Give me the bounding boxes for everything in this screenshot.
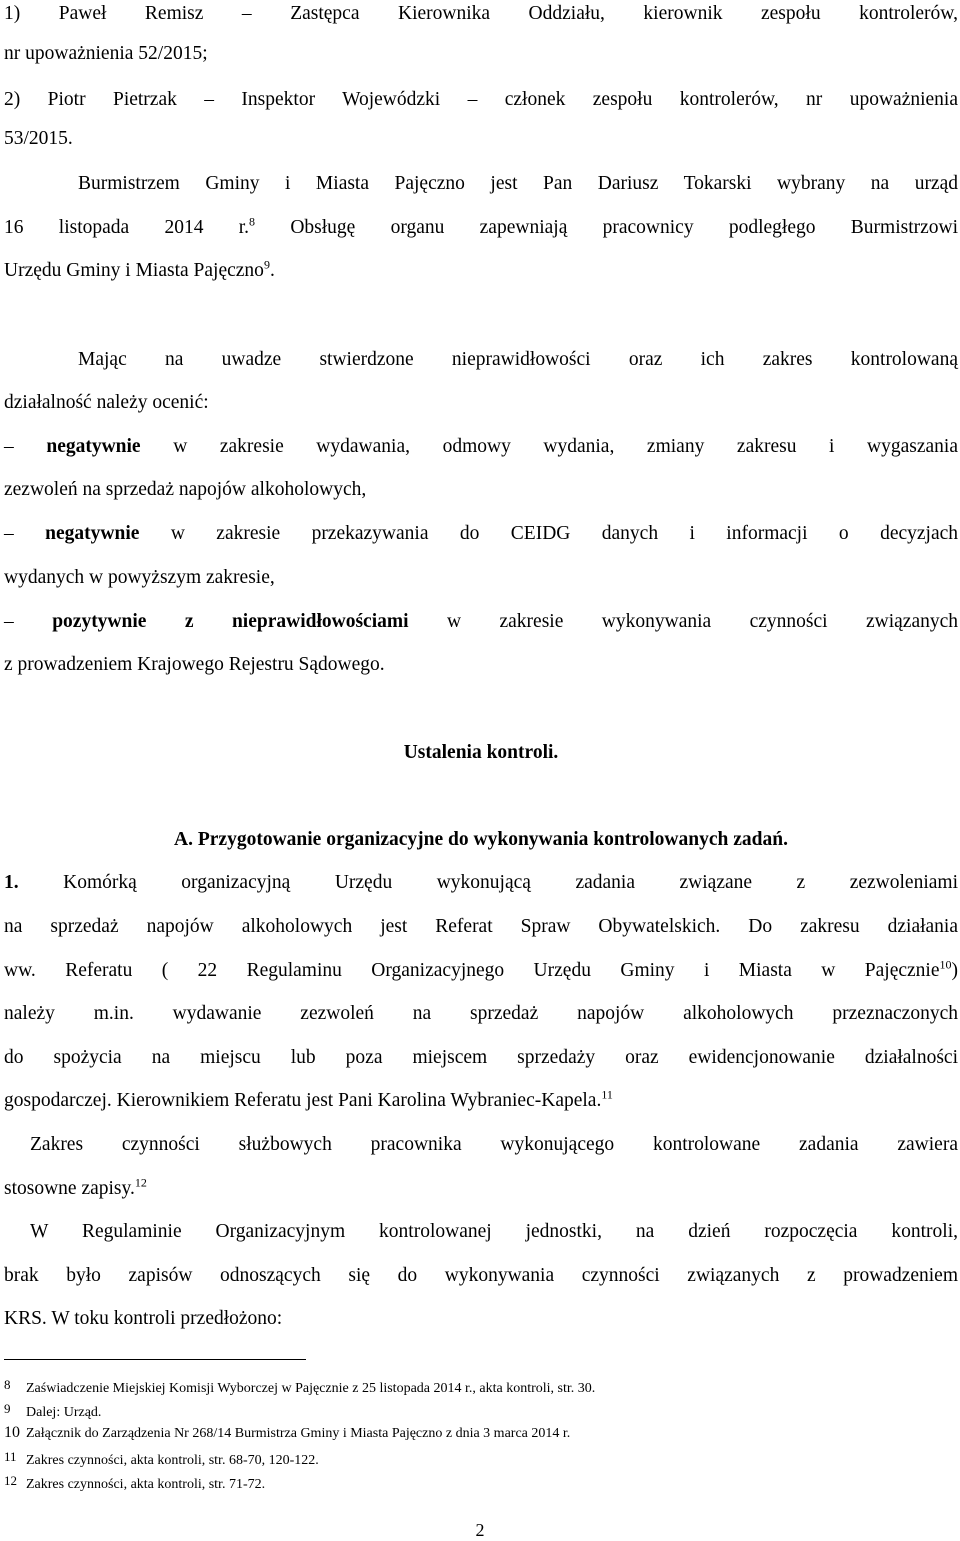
text-line: 53/2015.: [4, 128, 73, 149]
footnote: 11 Zakres czynności, akta kontroli, str. 68-70, 120-122.: [4, 1449, 319, 1468]
assessment-item: – negatywnie w zakresie wydawania, odmowy wydania, zmiany zakresu i wygaszania: [4, 436, 959, 457]
footnote: 10 Załącznik do Zarządzenia Nr 268/14 Burmistrza Gminy i Miasta Pajęczno z dnia 3 marca 2014 r.: [4, 1424, 571, 1441]
section-heading: Ustalenia kontroli.: [403, 742, 559, 763]
text-line: stosowne zapisy.$^{12}$: [4, 1175, 147, 1199]
text-line: gospodarczej. Kierownikiem Referatu jest Pani Karolina Wybraniec-Kapela.$^{11}$: [4, 1087, 613, 1111]
footnote-ref: 9: [263, 257, 270, 272]
text-line: ww. Referatu ( 22 Regulaminu Organizacyjnego Urzędu Gminy i Miasta w Pajęcznie$^{10}$): [4, 957, 958, 981]
text-line: 1) Paweł Remisz – Zastępca Kierownika Oddziału, kierownik zespołu kontrolerów,: [4, 3, 958, 24]
footnote: 9 Dalej: Urząd.: [4, 1401, 102, 1420]
assessment-item: – pozytywnie z nieprawidłowościami w zakresie wykonywania czynności związanych: [4, 611, 959, 632]
footnote-ref: 11: [601, 1087, 613, 1102]
assessment-intro: działalność należy ocenić:: [4, 392, 209, 413]
footnote: 8 Zaświadczenie Miejskiej Komisji Wyborczej w Pajęcznie z 25 listopada 2014 r., akta kontroli, str. 30.: [4, 1377, 596, 1396]
text-line: 1. Komórką organizacyjną Urzędu wykonującą zadania związane z zezwoleniami: [4, 872, 958, 893]
footnote-ref: 8: [249, 214, 256, 229]
footnote-separator: [4, 1359, 306, 1360]
text-line: nr upoważnienia 52/2015;: [4, 43, 208, 64]
page-number: 2: [475, 1520, 485, 1540]
text-line: Burmistrzem Gminy i Miasta Pajęczno jest Pan Dariusz Tokarski wybrany na urząd: [78, 173, 958, 194]
footnote-ref: 12: [134, 1175, 147, 1190]
text-line: na sprzedaż napojów alkoholowych jest Referat Spraw Obywatelskich. Do zakresu działania: [4, 916, 958, 937]
text-line: KRS. W toku kontroli przedłożono:: [4, 1308, 283, 1329]
assessment-item: – negatywnie w zakresie przekazywania do CEIDG danych i informacji o decyzjach: [4, 523, 959, 544]
assessment-item-cont: wydanych w powyższym zakresie,: [4, 567, 275, 588]
text-line: do spożycia na miejscu lub poza miejscem sprzedaży oraz ewidencjonowanie działalności: [4, 1047, 958, 1068]
footnote: 12 Zakres czynności, akta kontroli, str. 71-72.: [4, 1473, 266, 1492]
section-subheading: A. Przygotowanie organizacyjne do wykonywania kontrolowanych zadań.: [174, 829, 788, 850]
assessment-item-cont: z prowadzeniem Krajowego Rejestru Sądowego.: [4, 654, 385, 675]
text-line: 2) Piotr Pietrzak – Inspektor Wojewódzki – członek zespołu kontrolerów, nr upoważnienia: [4, 89, 958, 110]
assessment-intro: Mając na uwadze stwierdzone nieprawidłowości oraz ich zakres kontrolowaną: [78, 349, 958, 370]
text-line: brak było zapisów odnoszących się do wykonywania czynności związanych z prowadzeniem: [4, 1265, 958, 1286]
assessment-item-cont: zezwoleń na sprzedaż napojów alkoholowych,: [4, 479, 367, 500]
text-line: Urzędu Gminy i Miasta Pajęczno$^9$.: [4, 257, 275, 281]
text-line: 16 listopada 2014 r.$^8$ Obsługę organu zapewniają pracownicy podległego Burmistrzowi: [4, 214, 959, 238]
footnote-ref: 10: [939, 957, 952, 972]
text-line: Zakres czynności służbowych pracownika wykonującego kontrolowane zadania zawiera: [30, 1134, 958, 1155]
text-line: W Regulaminie Organizacyjnym kontrolowanej jednostki, na dzień rozpoczęcia kontroli,: [30, 1221, 958, 1242]
text-line: należy m.in. wydawanie zezwoleń na sprzedaż napojów alkoholowych przeznaczonych: [4, 1003, 958, 1024]
